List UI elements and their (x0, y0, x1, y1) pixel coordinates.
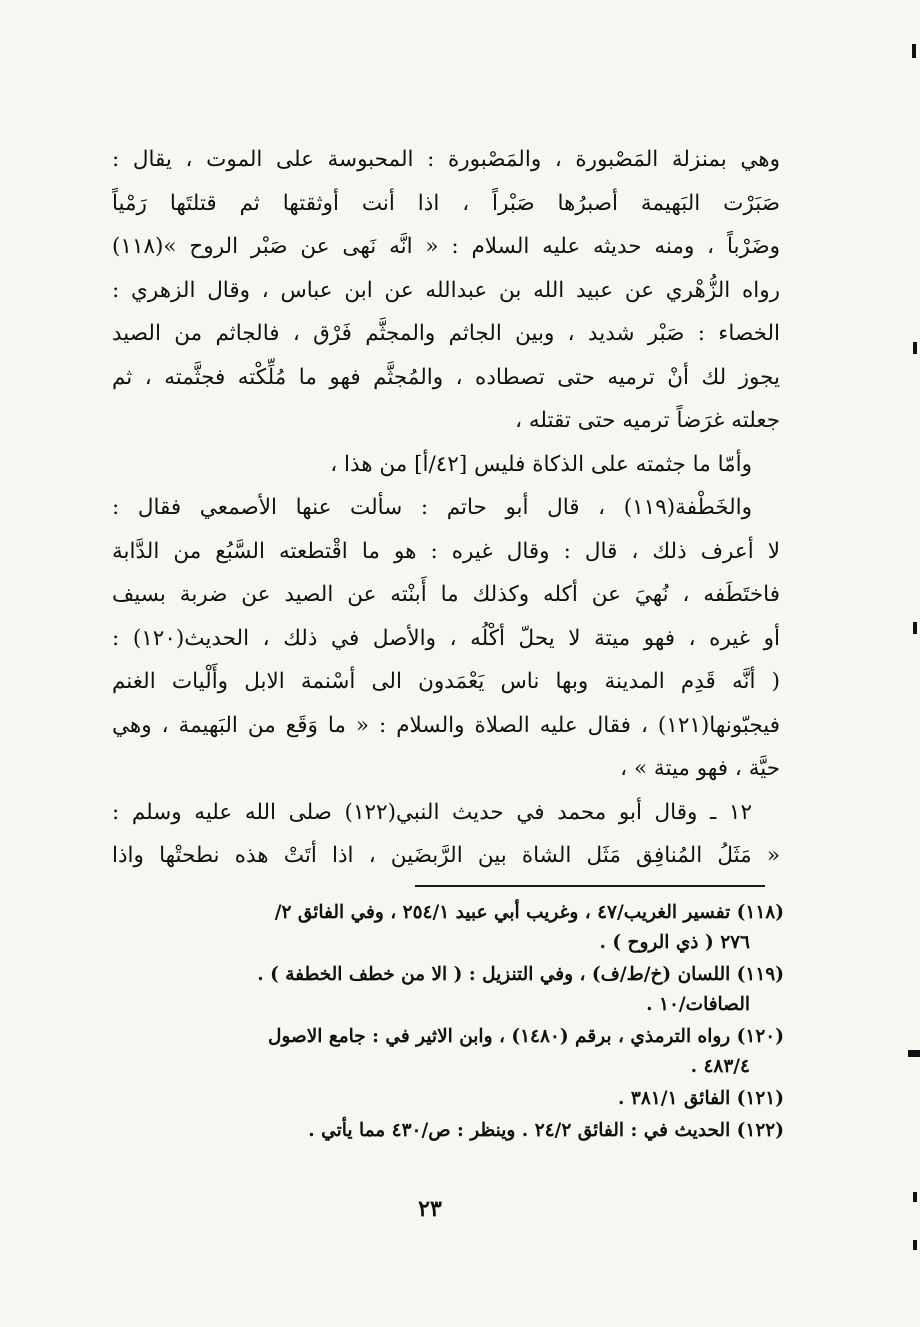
text-line: ( أنَّه قَدِم المدينة وبها ناس يَعْمَدون الى أسْنمة الابل وأَلْيات الغنم (112, 669, 780, 694)
text-line: وهي بمنزلة المَصْبورة ، والمَصْبورة : المحبوسة على الموت ، يقال : (112, 147, 780, 172)
text-line: وأمّا ما جثمته على الذكاة فليس [٤٢/أ] من هذا ، (330, 451, 752, 477)
text-line: حيَّة ، فهو ميتة » ، (620, 756, 780, 781)
scan-edge-mark (913, 1192, 917, 1202)
text-line: فيجبّونها(١٢١) ، فقال عليه الصلاة والسلام : « ما وَقَع من البَهيمة ، وهي (112, 712, 780, 738)
footnote-line: (١٢٠) رواه الترمذي ، برقم (١٤٨٠) ، وابن الاثير في : جامع الاصول (268, 1026, 784, 1047)
footnote-line: (١٢٢) الحديث في : الفائق ٢٤/٢ . وينظر : ص/٤٣٠ مما يأتي . (308, 1120, 784, 1141)
footnote-120 (112, 1022, 784, 1082)
scan-edge-mark (913, 342, 917, 354)
page-number: ٢٣ (418, 1196, 442, 1222)
footnote-line: (١١٨) تفسير الغريب/٤٧ ، وغريب أبي عبيد ٢٥٤/١ ، وفي الفائق ٢/ (274, 902, 784, 923)
footnote-line: ٢٧٦ ( ذي الروح ) . (599, 932, 750, 953)
footnotes-block (112, 898, 784, 1146)
text-line: لا أعرف ذلك ، قال : وقال غيره : هو ما اقْتطعته السَّبُع من الدَّابة (112, 538, 780, 564)
footnote-122 (112, 1116, 784, 1146)
text-line: وضَرْباً ، ومنه حديثه عليه السلام : « انَّه نَهى عن صَبْر الروح »(١١٨) (112, 234, 780, 259)
footnote-line: (١٢١) الفائق ٣٨١/١ . (618, 1088, 784, 1109)
scan-edge-mark (913, 622, 917, 634)
scan-edge-mark (913, 1240, 917, 1250)
footnote-line: (١١٩) اللسان (خ/ط/ف) ، وفي التنزيل : ( الا من خطف الخطفة ) . (257, 964, 784, 985)
text-line: فاختَطَفه ، نُهيَ عن أكله وكذلك ما أَبنْته عن الصيد عن ضربة بسيف (112, 582, 780, 607)
footnote-121 (112, 1084, 784, 1114)
text-line: « مَثَلُ المُنافِق مَثَل الشاة بين الرَّبضَين ، اذا أتَتْ هذه نطحتْها واذا (112, 843, 780, 868)
footnote-119 (112, 960, 784, 1020)
scan-edge-mark (908, 1050, 920, 1057)
text-line: جعلته غرَضاً ترميه حتى تقتله ، (515, 408, 780, 433)
text-line: صَبَرْت البَهيمة أصبرُها صَبْراً ، اذا أنت أوثقتها ثم قتلتَها رَمْياً (112, 190, 780, 216)
main-text-block (112, 138, 780, 878)
footnote-separator (415, 885, 765, 887)
text-line: يجوز لك أنْ ترميه حتى تصطاده ، والمُجثَّم فهو ما مُلِّكْته فجثَّمته ، ثم (112, 364, 780, 390)
text-line: رواه الزُّهْري عن عبيد الله بن عبدالله عن ابن عباس ، وقال الزهري : (112, 277, 780, 303)
footnote-118 (112, 898, 784, 958)
footnote-line: ٤٨٣/٤ . (690, 1056, 750, 1077)
footnote-line: الصافات/١٠ . (646, 994, 750, 1015)
text-line: أو غيره ، فهو ميتة لا يحلّ أكْلُه ، والأصل في ذلك ، الحديث(١٢٠) : (112, 625, 780, 651)
text-line: الخصاء : صَبْر شديد ، وبين الجاثم والمجثَّم فَرْق ، فالجاثم من الصيد (112, 321, 780, 346)
text-line: والخَطْفة(١١٩) ، قال أبو حاتم : سألت عنها الأصمعي فقال : (112, 495, 752, 520)
text-line: ١٢ ـ وقال أبو محمد في حديث النبي(١٢٢) صلى الله عليه وسلم : (112, 799, 752, 825)
scan-edge-mark (912, 44, 916, 58)
